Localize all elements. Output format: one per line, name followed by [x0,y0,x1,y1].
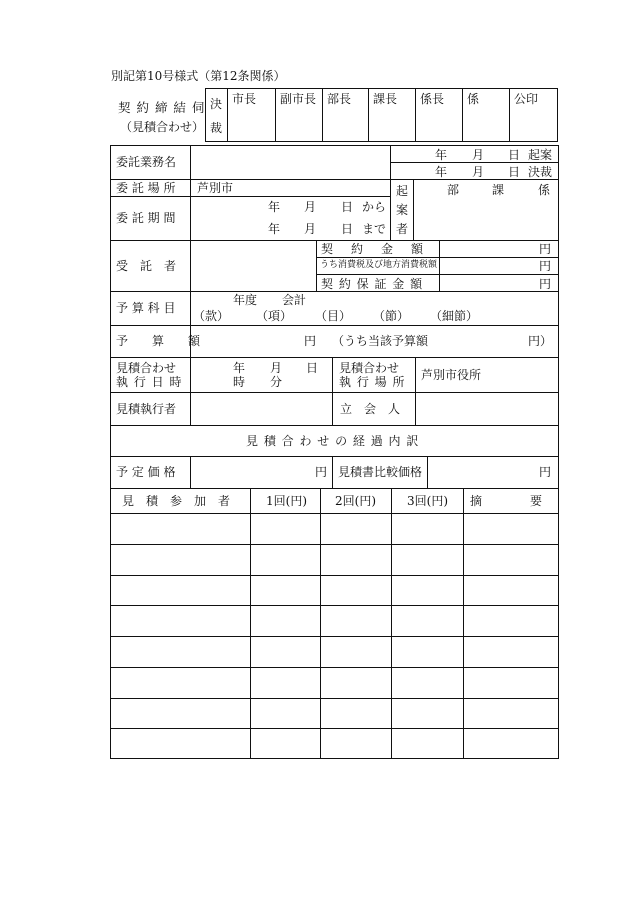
drafter-char-1: 起 [396,184,409,198]
drafter-char-2: 案 [396,203,409,217]
label-yosangaku: 予 算 額 [116,334,201,348]
kian-label: 起案 [528,148,553,162]
table-header-4: 摘 要 [470,494,543,508]
nichiji-hour: 時 [233,375,246,389]
kikan-from-month: 月 [304,200,317,214]
itaku-basho-value: 芦別市 [197,181,234,195]
basho-value: 芦別市役所 [421,368,482,382]
form-title: 別記第10号様式（第12条関係） [111,69,286,83]
kessai-char-1: 決 [210,97,223,111]
table-row [110,544,559,545]
kian-year: 年 [435,148,448,162]
kan: （款） [193,309,230,323]
table-row [110,605,559,606]
kikan-to-month: 月 [304,222,317,236]
approval-col-0: 市長 [232,92,257,106]
nichiji-minute: 分 [270,375,283,389]
kaikei: 会計 [282,293,307,307]
yotei-yen: 円 [315,465,328,479]
approval-col-3: 課長 [373,92,398,106]
yosangaku-yen: 円 [304,334,317,348]
kikan-to-day: 日 [341,222,354,236]
label-shikkousha: 見積執行者 [116,402,177,416]
approval-col-5: 係 [467,92,480,106]
table-row [110,667,559,668]
label-nichiji-2: 執 行 日 時 [116,375,183,389]
label-yotei-kakaku: 予 定 価 格 [116,465,176,479]
nichiji-year: 年 [233,361,246,375]
kikan-from-suffix: から [362,200,387,214]
uchi-tougai: （うち当該予算額 [332,334,429,348]
table-header-2: 2回(円) [335,494,376,508]
drafter-kakari: 係 [538,183,551,197]
label-hosho-kingaku: 契 約 保 証 金 額 [321,277,424,291]
nendo: 年度 [233,293,258,307]
label-itaku-kikan: 委 託 期 間 [116,211,176,225]
kessai-year: 年 [435,165,448,179]
approval-col-4: 係長 [420,92,445,106]
kikan-from-year: 年 [268,200,281,214]
table-row [110,728,559,729]
label-hikaku-kakaku: 見積書比較価格 [338,465,423,479]
kessai-day: 日 [508,165,521,179]
drafter-bu: 部 [447,183,460,197]
keiyaku-yen: 円 [539,242,552,256]
label-tachiainin: 立 会 人 [340,402,401,416]
contract-heading-sub: （見積合わせ） [120,120,205,134]
kessai-char-2: 裁 [210,121,223,135]
label-nichiji-1: 見積合わせ [116,361,177,375]
table-header-0: 見 積 参 加 者 [122,494,231,508]
label-itaku-basho: 委 託 場 所 [116,181,176,195]
drafter-char-3: 者 [396,222,409,236]
kikan-to-suffix: まで [362,222,387,236]
kessai-label: 決裁 [528,165,553,179]
kikan-to-year: 年 [268,222,281,236]
kian-day: 日 [508,148,521,162]
table-row [110,698,559,699]
approval-col-2: 部長 [327,92,352,106]
table-row [110,636,559,637]
hosho-yen: 円 [539,277,552,291]
setsu: （節） [373,309,410,323]
moku: （目） [315,309,352,323]
table-header-3: 3回(円) [407,494,448,508]
nichiji-month: 月 [270,361,283,375]
kou: （項） [256,309,293,323]
table-row [110,575,559,576]
keika-uchiwake-heading: 見 積 合 わ せ の 経 過 内 訳 [246,434,420,448]
contract-heading: 契 約 締 結 伺 [118,100,206,115]
label-itaku-gyomu: 委託業務名 [116,155,177,169]
kessai-month: 月 [472,165,485,179]
uchi-tougai-end: 円） [528,334,553,348]
label-keiyaku-kingaku: 契 約 金 額 [321,242,427,256]
label-shohizei: うち消費税及び地方消費税額 [320,260,438,270]
hikaku-yen: 円 [539,465,552,479]
approval-col-6: 公印 [514,92,539,106]
label-jutakusha: 受 託 者 [116,259,177,273]
drafter-ka: 課 [492,183,505,197]
label-basho-2: 執 行 場 所 [339,375,406,389]
kian-month: 月 [472,148,485,162]
approval-col-1: 副市長 [280,92,317,106]
table-header-1: 1回(円) [266,494,307,508]
label-basho-1: 見積合わせ [339,361,400,375]
label-yosan-kamoku: 予 算 科 目 [116,301,176,315]
shohizei-yen: 円 [539,259,552,273]
saisetsu: （細節） [430,309,479,323]
nichiji-day: 日 [306,361,319,375]
kikan-from-day: 日 [341,200,354,214]
